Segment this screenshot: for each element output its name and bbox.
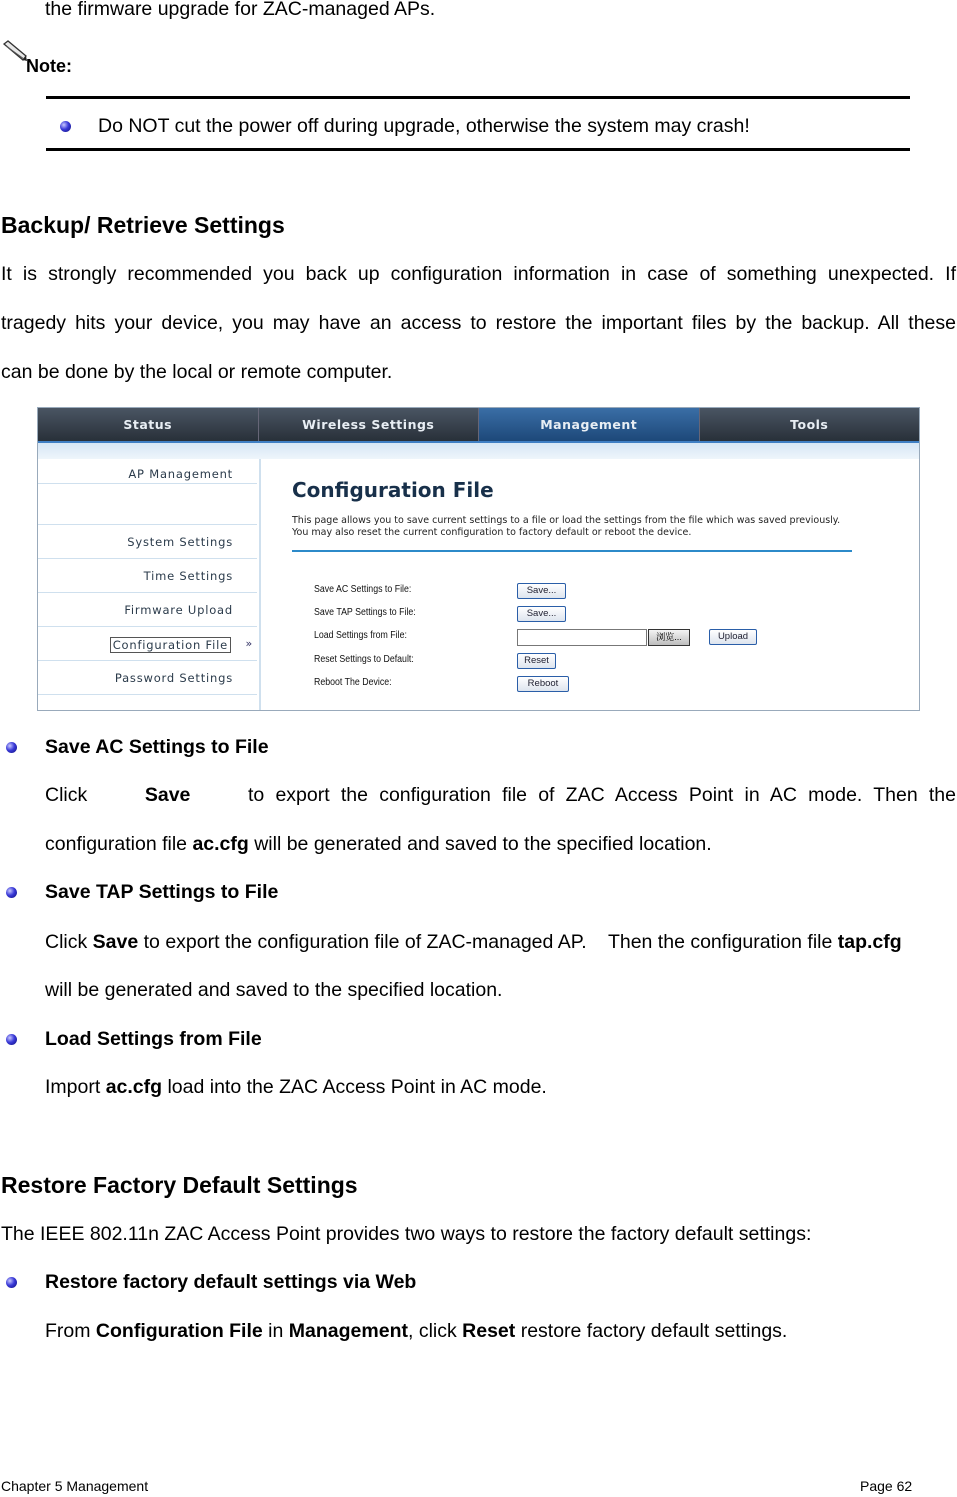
restore-web-title: Restore factory default settings via Web (45, 1271, 417, 1293)
load-line1: Import ac.cfg load into the ZAC Access Point in AC mode. (45, 1076, 547, 1098)
note-label: Note: (26, 56, 72, 76)
bullet-icon (6, 887, 17, 898)
sidebar-item-configuration-file[interactable]: Configuration File » (38, 627, 257, 661)
bullet-icon (6, 1034, 17, 1045)
bullet-icon (6, 1277, 17, 1288)
tab-status[interactable]: Status (38, 408, 259, 441)
restore-heading: Restore Factory Default Settings (1, 1172, 358, 1198)
reboot-button[interactable]: Reboot (517, 676, 569, 692)
sidebar-item-time-settings[interactable]: Time Settings (38, 559, 257, 593)
sub-bar (38, 443, 919, 459)
page-description: This page allows you to save current settings to a file or load the settings from the file which was saved previously. You may also reset the current configuration to factory default or reboot the device. (292, 515, 841, 538)
pencil-icon (2, 40, 28, 62)
backup-para-line2: tragedy hits your device, you may have an access to restore the important files by the backup. All these (1, 312, 956, 334)
sidebar-spacer (38, 484, 257, 525)
sidebar-item-ap-management[interactable]: AP Management (38, 459, 257, 484)
page-title: Configuration File (292, 478, 494, 502)
footer-chapter: Chapter 5 Management (1, 1478, 149, 1494)
bullet-icon (60, 121, 71, 132)
restore-web-line: From Configuration File in Management, click Reset restore factory default settings. (45, 1320, 788, 1342)
note-top-rule (46, 96, 910, 99)
bullet-icon (6, 742, 17, 753)
reboot-label: Reboot The Device: (314, 677, 392, 688)
sidebar-item-system-settings[interactable]: System Settings (38, 525, 257, 559)
save-ac-button[interactable]: Save... (517, 583, 566, 599)
reset-button[interactable]: Reset (517, 653, 556, 669)
footer-page-number: Page 62 (860, 1478, 913, 1494)
backup-para-line1: It is strongly recommended you back up configuration information in case of something unexpected. If (1, 263, 956, 285)
tab-tools[interactable]: Tools (790, 417, 829, 432)
save-ac-label: Save AC Settings to File: (314, 584, 412, 595)
sidebar-item-password-settings[interactable]: Password Settings (38, 661, 257, 695)
note-text: Do NOT cut the power off during upgrade, otherwise the system may crash! (98, 115, 750, 137)
save-tap-title: Save TAP Settings to File (45, 881, 279, 903)
tab-wireless-settings[interactable]: Wireless Settings (259, 408, 480, 441)
top-nav (38, 408, 919, 443)
title-divider (292, 550, 852, 552)
save-ac-line1: Click Save to export the configuration file of ZAC Access Point in AC mode. Then the (45, 784, 956, 806)
restore-intro: The IEEE 802.11n ZAC Access Point provides two ways to restore the factory default settings: (1, 1223, 812, 1245)
browse-button[interactable]: 浏览... (648, 629, 690, 646)
load-settings-label: Load Settings from File: (314, 630, 407, 641)
reset-label: Reset Settings to Default: (314, 654, 414, 665)
save-tap-button[interactable]: Save... (517, 606, 566, 622)
chevron-right-icon: » (245, 637, 253, 650)
save-tap-line1: Click Save to export the configuration file of ZAC-managed AP. Then the configuration file tap.cfg (45, 931, 902, 953)
sidebar-item-firmware-upload[interactable]: Firmware Upload (38, 593, 257, 627)
save-tap-line2: will be generated and saved to the specified location. (45, 979, 503, 1001)
tab-management[interactable]: Management (479, 408, 700, 441)
config-screenshot (37, 407, 920, 711)
note-bottom-rule (46, 148, 910, 151)
save-ac-line2: configuration file ac.cfg will be generated and saved to the specified location. (45, 833, 712, 855)
upload-button[interactable]: Upload (709, 629, 757, 645)
file-path-input[interactable] (517, 629, 647, 646)
backup-para-line3: can be done by the local or remote computer. (1, 361, 393, 383)
sidebar (38, 459, 259, 710)
save-tap-label: Save TAP Settings to File: (314, 607, 416, 618)
backup-heading: Backup/ Retrieve Settings (1, 212, 285, 238)
save-ac-title: Save AC Settings to File (45, 736, 269, 758)
load-title: Load Settings from File (45, 1028, 262, 1050)
intro-line: the firmware upgrade for ZAC-managed APs. (45, 0, 436, 20)
